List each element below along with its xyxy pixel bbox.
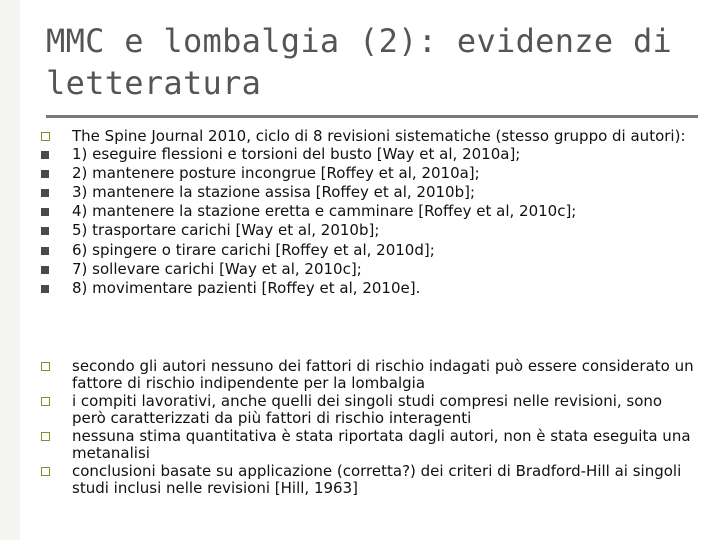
- list-item-review: [40, 202, 700, 221]
- intro-text: The Spine Journal 2010, ciclo di 8 revisioni sistematiche (stesso gruppo di autori):: [72, 127, 686, 145]
- review-text: 5) trasportare carichi [Way et al, 2010b];: [72, 221, 380, 240]
- filled-square-bullet-icon: [41, 189, 49, 197]
- list-item-finding: [40, 358, 700, 391]
- finding-text: nessuna stima quantitativa è stata riportata dagli autori, non è stata eseguita una metanalisi: [72, 427, 691, 462]
- filled-square-bullet-icon: [41, 170, 49, 178]
- slide-left-margin: [0, 0, 20, 540]
- review-text: 4) mantenere la stazione eretta e camminare [Roffey et al, 2010c];: [72, 202, 577, 221]
- list-item-review: [40, 279, 700, 298]
- title-divider: [46, 115, 698, 118]
- list-item-review: [40, 183, 700, 202]
- review-text: 8) movimentare pazienti [Roffey et al, 2010e].: [72, 278, 421, 297]
- hollow-square-bullet-icon: [41, 467, 50, 476]
- hollow-square-bullet-icon: [41, 397, 50, 406]
- review-text: 7) sollevare carichi [Way et al, 2010c];: [72, 259, 362, 278]
- filled-square-bullet-icon: [41, 266, 49, 274]
- finding-text: secondo gli autori nessuno dei fattori di rischio indagati può essere considerato un fattore di rischio indipendente per la lombalgia: [72, 357, 694, 392]
- list-item-review: [40, 221, 700, 240]
- list-item-finding: [40, 428, 700, 461]
- filled-square-bullet-icon: [41, 227, 49, 235]
- list-item-review: [40, 164, 700, 183]
- finding-text: i compiti lavorativi, anche quelli dei singoli studi compresi nelle revisioni, sono però caratterizzati da più fattori di rischio interagenti: [72, 392, 663, 427]
- filled-square-bullet-icon: [41, 208, 49, 216]
- list-item-review: [40, 260, 700, 279]
- hollow-square-bullet-icon: [41, 132, 50, 141]
- list-item-finding: [40, 463, 700, 496]
- slide-title: MMC e lombalgia (2): evidenze di letteratura: [46, 22, 673, 102]
- list-item-review: [40, 241, 700, 260]
- review-text: 6) spingere o tirare carichi [Roffey et al, 2010d];: [72, 240, 435, 259]
- findings-list: [40, 358, 700, 498]
- review-text: 3) mantenere la stazione assisa [Roffey et al, 2010b];: [72, 182, 476, 201]
- hollow-square-bullet-icon: [41, 432, 50, 441]
- review-list: [40, 128, 700, 298]
- list-item-review: [40, 145, 700, 164]
- filled-square-bullet-icon: [41, 151, 49, 159]
- filled-square-bullet-icon: [41, 247, 49, 255]
- hollow-square-bullet-icon: [41, 362, 50, 371]
- list-item-intro: [40, 128, 700, 145]
- filled-square-bullet-icon: [41, 285, 49, 293]
- list-item-finding: [40, 393, 700, 426]
- finding-text: conclusioni basate su applicazione (corretta?) dei criteri di Bradford-Hill ai singoli studi inclusi nelle revisioni [Hill, 1963]: [72, 462, 682, 497]
- review-text: 1) eseguire flessioni e torsioni del busto [Way et al, 2010a];: [72, 144, 521, 163]
- review-text: 2) mantenere posture incongrue [Roffey et al, 2010a];: [72, 163, 480, 182]
